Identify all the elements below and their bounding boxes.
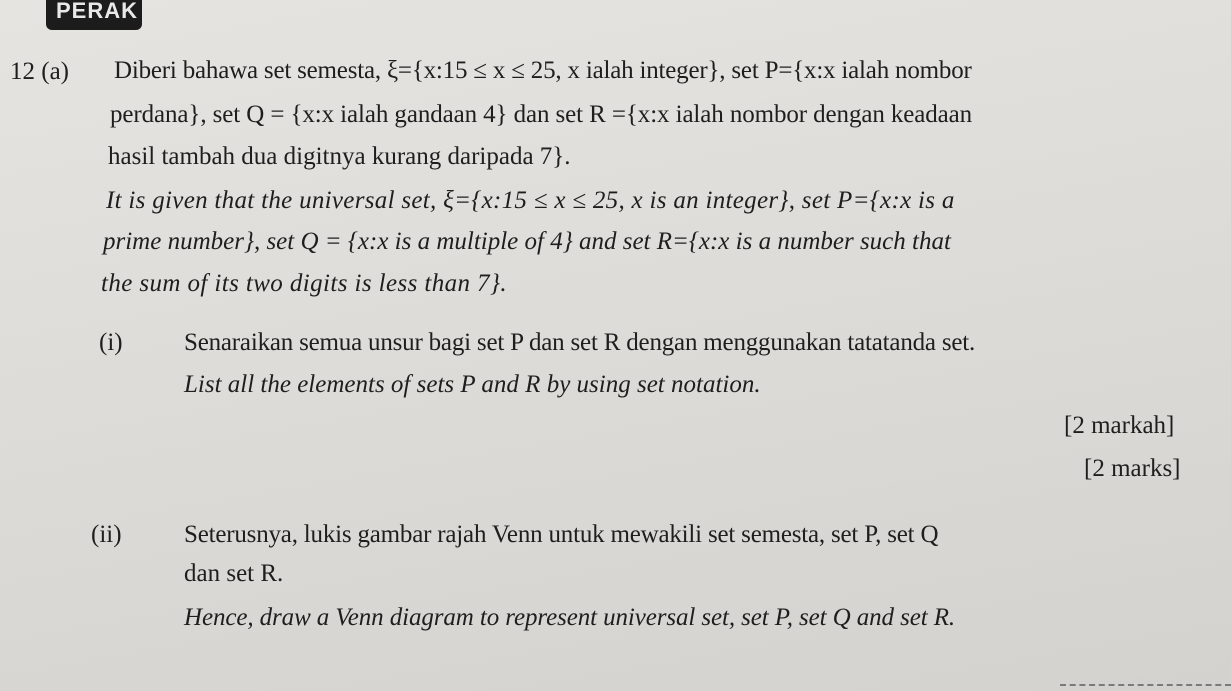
- question-number: 12 (a): [10, 58, 69, 85]
- part-i-malay: Senaraikan semua unsur bagi set P dan set R dengan menggunakan tatatanda set.: [184, 329, 976, 356]
- answer-line-edge: [1060, 684, 1231, 688]
- english-stem-line-2: prime number}, set Q = {x:x is a multiple of 4} and set R={x:x is a number such that: [103, 228, 951, 255]
- part-i-label: (i): [99, 329, 123, 356]
- part-ii-malay-line-1: Seterusnya, lukis gambar rajah Venn untuk mewakili set semesta, set P, set Q: [184, 521, 939, 548]
- part-ii-label: (ii): [91, 521, 122, 548]
- part-i-marks-malay: [2 markah]: [1064, 412, 1175, 439]
- english-stem-line-1: It is given that the universal set, ξ={x:15 ≤ x ≤ 25, x is an integer}, set P={x:x is a: [106, 187, 955, 214]
- part-ii-malay-line-2: dan set R.: [184, 560, 284, 587]
- badge-label: PERAK: [56, 0, 139, 23]
- part-ii-english: Hence, draw a Venn diagram to represent universal set, set P, set Q and set R.: [184, 604, 956, 631]
- english-stem-line-3: the sum of its two digits is less than 7}.: [101, 270, 507, 297]
- malay-stem-line-3: hasil tambah dua digitnya kurang daripada 7}.: [108, 143, 571, 170]
- malay-stem-line-1: Diberi bahawa set semesta, ξ={x:15 ≤ x ≤ 25, x ialah integer}, set P={x:x ialah nombor: [114, 57, 972, 84]
- malay-stem-line-2: perdana}, set Q = {x:x ialah gandaan 4} dan set R ={x:x ialah nombor dengan keadaan: [110, 101, 973, 128]
- exam-state-badge: [46, 0, 142, 30]
- part-i-english: List all the elements of sets P and R by using set notation.: [184, 371, 761, 398]
- part-i-marks-english: [2 marks]: [1084, 455, 1181, 482]
